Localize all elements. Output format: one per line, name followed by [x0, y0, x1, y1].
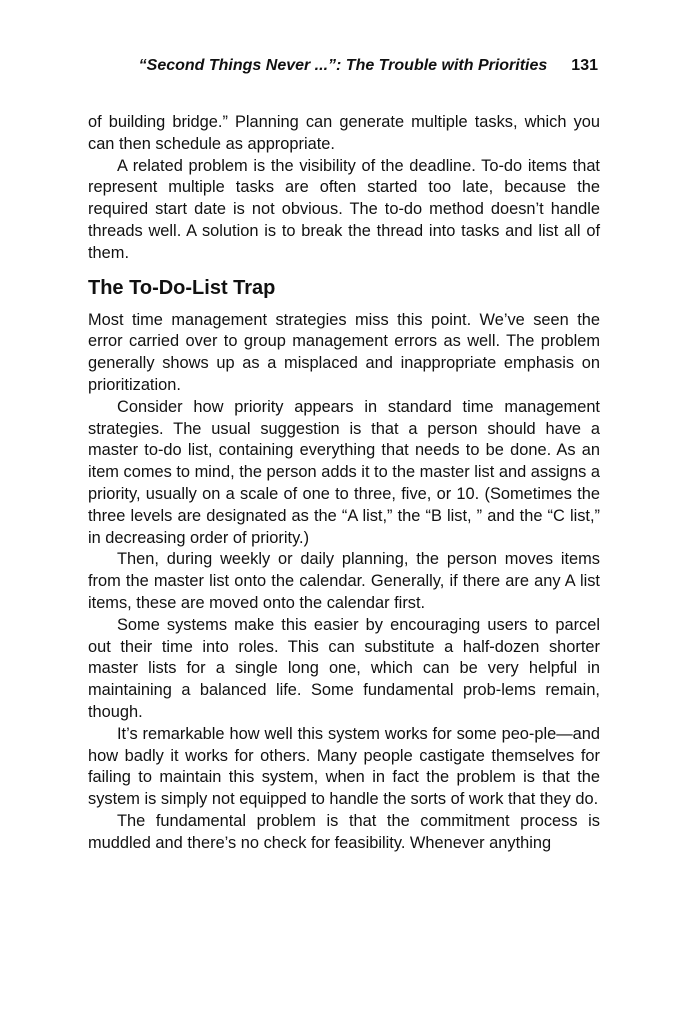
paragraph: Most time management strategies miss this point. We’ve seen the error carried over to group management errors as well. The problem generally shows up as a misplaced and inappropriate emphasis on prioritization. [88, 310, 600, 394]
section-heading: The To-Do-List Trap [88, 276, 276, 299]
paragraph: A related problem is the visibility of the deadline. To-do items that represent multiple tasks are often started too late, because the required start date is not obvious. The to-do method doesn’t handle threads well. A solution is to break the thread into tasks and list all of them. [88, 156, 600, 262]
body-text [88, 112, 600, 855]
paragraph: Some systems make this easier by encouraging users to parcel out their time into roles. This can substitute a half-dozen shorter master lists for a single long one, which can be very helpful in maintaining a balanced life. Some fundamental prob-lems remain, though. [88, 615, 600, 721]
paragraph: The fundamental problem is that the commitment process is muddled and there’s no check for feasibility. Whenever anything [88, 811, 600, 852]
paragraph: Then, during weekly or daily planning, the person moves items from the master list onto the calendar. Generally, if there are any A list items, these are moved onto the calendar first. [88, 550, 600, 612]
paragraph: It’s remarkable how well this system works for some peo-ple—and how badly it works for others. Many people castigate themselves for failing to maintain this system, when in fact the problem is that the system is simply not equipped to handle the sorts of work that they do. [88, 724, 600, 809]
paragraph-continued: of building bridge.” Planning can generate multiple tasks, which you can then schedule as appropriate. [88, 113, 600, 153]
paragraph: Consider how priority appears in standard time management strategies. The usual suggestion is that a person should have a master to-do list, containing everything that needs to be done. As an item comes to mind, the person adds it to the master list and assigns a priority, usually on a scale of one to three, five, or 10. (Sometimes the three levels are designated as the “A list,” the “B list, ” and the “C list,” in decreasing order of priority.) [88, 397, 600, 547]
book-page [88, 50, 600, 855]
running-title: “Second Things Never ...”: The Trouble with Priorities [138, 57, 548, 74]
running-head [88, 50, 600, 82]
page-number: 131 [571, 57, 598, 74]
